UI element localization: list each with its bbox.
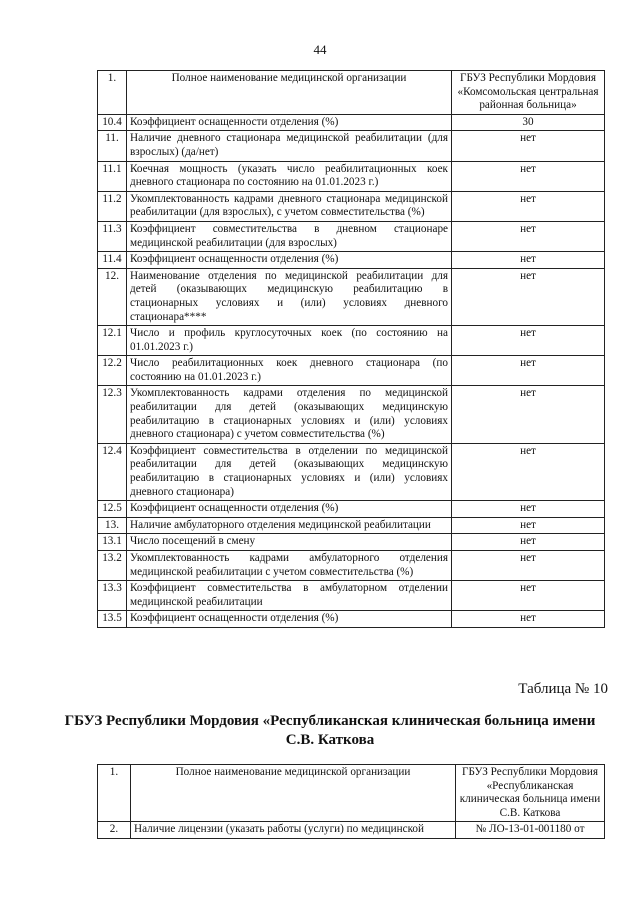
row-description: Число посещений в смену [127, 534, 452, 551]
table-row [98, 517, 605, 534]
table-row [98, 191, 605, 221]
table-row [98, 501, 605, 518]
table-row [98, 611, 605, 628]
row-description: Наличие амбулаторного отделения медицинской реабилитации [127, 517, 452, 534]
row-description: Коэффициент совместительства в дневном стационаре медицинской реабилитации (для взрослых) [127, 221, 452, 251]
row-number: 12.3 [98, 386, 127, 443]
row-number: 2. [98, 822, 131, 839]
row-number: 13.5 [98, 611, 127, 628]
row-value: № ЛО-13-01-001180 от [456, 822, 605, 839]
row-value: нет [452, 326, 605, 356]
row-number: 1. [98, 765, 131, 822]
row-value: нет [452, 191, 605, 221]
table-row [98, 252, 605, 269]
row-value: нет [452, 268, 605, 325]
row-description: Коэффициент совместительства в отделении по медицинской реабилитации для детей (оказывающих медицинскую реабилитацию в стационарных условиях и (или) условиях дневного стационара) [127, 443, 452, 500]
row-number: 11.3 [98, 221, 127, 251]
row-description: Коечная мощность (указать число реабилитационных коек дневного стационара по состоянию на 01.01.2023 г.) [127, 161, 452, 191]
row-description: Наличие дневного стационара медицинской реабилитации (для взрослых) (да/нет) [127, 131, 452, 161]
row-value: нет [452, 221, 605, 251]
row-description: Коэффициент оснащенности отделения (%) [127, 252, 452, 269]
table-row [98, 356, 605, 386]
row-number: 10.4 [98, 114, 127, 131]
table-row [98, 221, 605, 251]
row-description: Укомплектованность кадрами амбулаторного отделения медицинской реабилитации с учетом совместительства (%) [127, 551, 452, 581]
table-header-row [98, 765, 605, 822]
row-value: нет [452, 386, 605, 443]
row-number: 12. [98, 268, 127, 325]
row-value: ГБУЗ Республики Мордовия «Комсомольская центральная районная больница» [452, 71, 605, 115]
row-number: 11.1 [98, 161, 127, 191]
row-description: Наименование отделения по медицинской реабилитации для детей (оказывающих медицинскую реабилитацию в стационарных условиях и (или) условиях дневного стационара**** [127, 268, 452, 325]
table-row [98, 386, 605, 443]
row-value: нет [452, 252, 605, 269]
table-row [98, 268, 605, 325]
row-description: Коэффициент оснащенности отделения (%) [127, 114, 452, 131]
table-header-row [98, 71, 605, 115]
row-description: Коэффициент оснащенности отделения (%) [127, 501, 452, 518]
row-number: 13. [98, 517, 127, 534]
row-description: Укомплектованность кадрами дневного стационара медицинской реабилитации (для взрослых), с учетом совместительства (%) [127, 191, 452, 221]
table-row [98, 161, 605, 191]
row-number: 11.4 [98, 252, 127, 269]
table-row [98, 822, 605, 839]
row-number: 1. [98, 71, 127, 115]
row-value: нет [452, 443, 605, 500]
row-value: ГБУЗ Республики Мордовия «Республиканская клиническая больница имени С.В. Каткова [456, 765, 605, 822]
row-value: нет [452, 501, 605, 518]
row-number: 11. [98, 131, 127, 161]
row-number: 12.5 [98, 501, 127, 518]
row-description: Число реабилитационных коек дневного стационара (по состоянию на 01.01.2023 г.) [127, 356, 452, 386]
row-description: Коэффициент совместительства в амбулаторном отделении медицинской реабилитации [127, 581, 452, 611]
row-number: 13.3 [98, 581, 127, 611]
row-description: Полное наименование медицинской организации [127, 71, 452, 115]
row-number: 12.2 [98, 356, 127, 386]
row-description: Наличие лицензии (указать работы (услуги) по медицинской [131, 822, 456, 839]
row-value: нет [452, 517, 605, 534]
row-description: Полное наименование медицинской организации [131, 765, 456, 822]
row-value: нет [452, 551, 605, 581]
row-value: нет [452, 534, 605, 551]
row-number: 13.1 [98, 534, 127, 551]
table-row [98, 443, 605, 500]
table-row [98, 581, 605, 611]
row-value: нет [452, 131, 605, 161]
row-description: Коэффициент оснащенности отделения (%) [127, 611, 452, 628]
row-description: Укомплектованность кадрами отделения по медицинской реабилитации для детей (оказывающих медицинскую реабилитацию в стационарных условиях и (или) условиях дневного стационара) с учетом совместительства (%) [127, 386, 452, 443]
row-number: 12.4 [98, 443, 127, 500]
facility-table-2 [97, 764, 605, 839]
row-number: 11.2 [98, 191, 127, 221]
row-value: нет [452, 581, 605, 611]
row-value: 30 [452, 114, 605, 131]
row-value: нет [452, 161, 605, 191]
table-row [98, 131, 605, 161]
table-row [98, 534, 605, 551]
table-caption: Таблица № 10 [518, 681, 608, 697]
row-description: Число и профиль круглосуточных коек (по состоянию на 01.01.2023 г.) [127, 326, 452, 356]
facility-table [97, 70, 605, 628]
row-value: нет [452, 356, 605, 386]
table-row [98, 326, 605, 356]
table-row [98, 114, 605, 131]
organization-title: ГБУЗ Республики Мордовия «Республиканская клиническая больница имени С.В. Каткова [64, 713, 596, 748]
table-row [98, 551, 605, 581]
row-number: 12.1 [98, 326, 127, 356]
row-number: 13.2 [98, 551, 127, 581]
page-number: 44 [313, 42, 327, 57]
row-value: нет [452, 611, 605, 628]
